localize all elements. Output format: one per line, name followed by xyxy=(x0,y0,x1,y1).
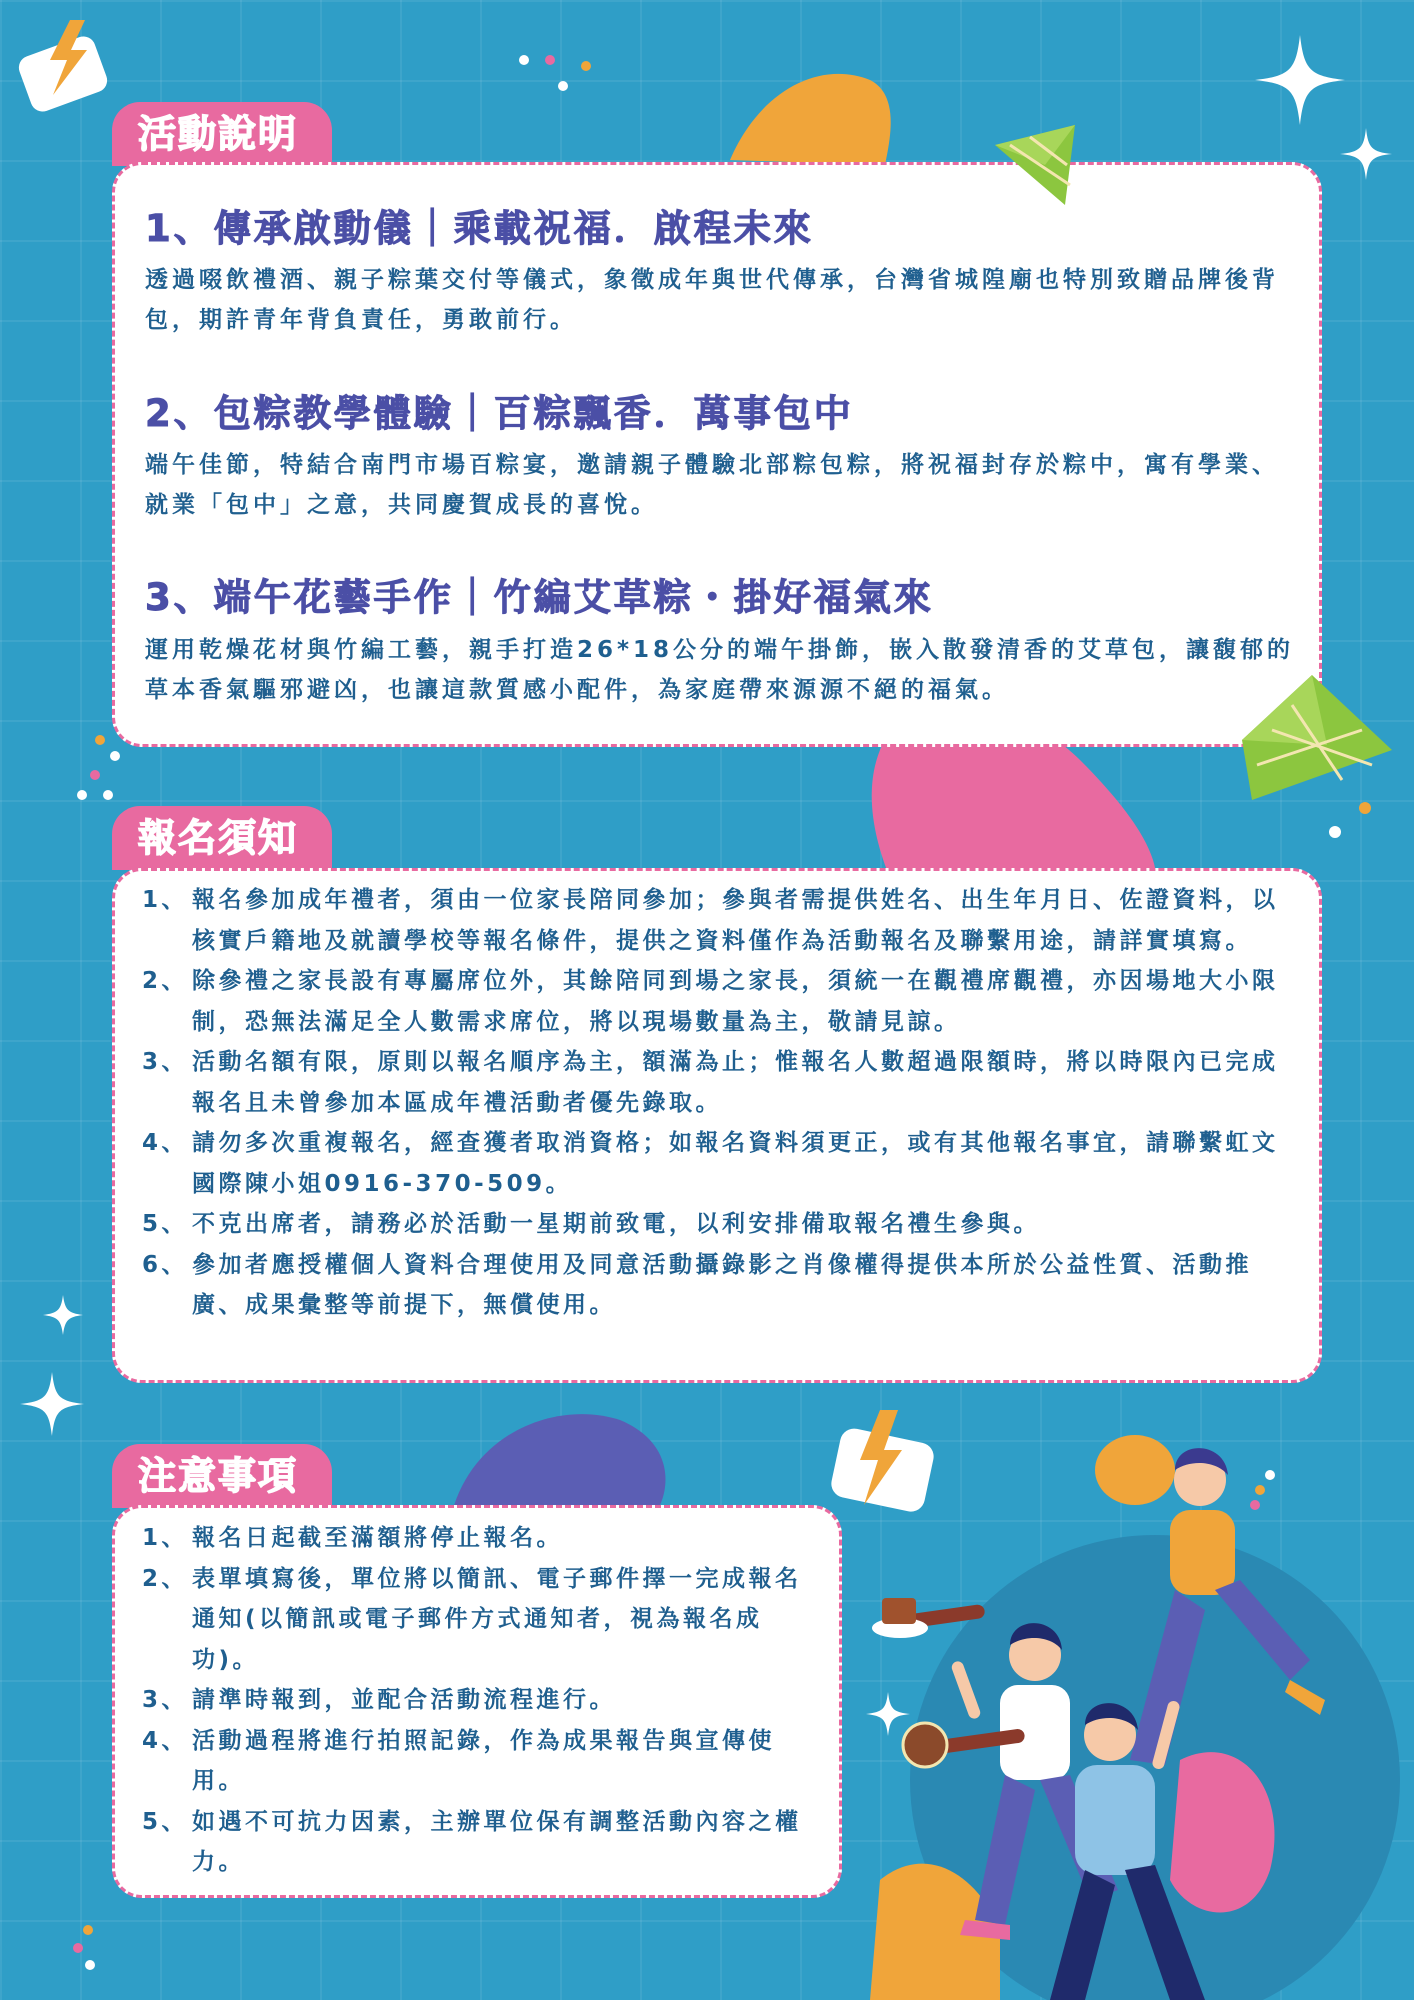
activity-body-1: 透過啜飲禮酒、親子粽葉交付等儀式，象徵成年與世代傳承，台灣省城隍廟也特別致贈品牌後背包，期許青年背負責任，勇敢前行。 xyxy=(145,267,1279,333)
list-item: 2、 表單填寫後，單位將以簡訊、電子郵件擇一完成報名通知(以簡訊或電子郵件方式通知者，視為報名成功)。 xyxy=(142,1565,802,1673)
registration-list xyxy=(142,880,1292,1326)
sparkle-icon xyxy=(1340,128,1392,180)
sparkle-icon xyxy=(43,1295,83,1335)
activity-title-1: 1、傳承啟動儀｜乘載祝福．啟程未來 xyxy=(145,207,814,250)
list-item: 1、 報名參加成年禮者，須由一位家長陪同參加；參與者需提供姓名、出生年月日、佐證資料，以核實戶籍地及就讀學校等報名條件，提供之資料僅作為活動報名及聯繫用途，請詳實填寫。 xyxy=(142,887,1279,954)
lightning-bubble-icon xyxy=(15,15,125,115)
sparkle-icon xyxy=(1255,35,1345,125)
list-item: 4、 請勿多次重複報名，經查獲者取消資格；如報名資料須更正，或有其他報名事宜，請聯繫虹文國際陳小姐0916-370-509。 xyxy=(142,1130,1279,1197)
people-illustration xyxy=(870,1400,1340,2000)
orange-blob xyxy=(730,74,891,165)
notice-tag: 注意事項 xyxy=(112,1444,332,1508)
activity-title-3: 3、端午花藝手作｜竹編艾草粽・掛好福氣來 xyxy=(145,576,934,619)
notice-list xyxy=(142,1518,812,1883)
list-item: 4、 活動過程將進行拍照記錄，作為成果報告與宣傳使用。 xyxy=(142,1727,775,1794)
list-item: 5、 如遇不可抗力因素，主辦單位保有調整活動內容之權力。 xyxy=(142,1808,802,1875)
list-item: 3、 活動名額有限，原則以報名順序為主，額滿為止；惟報名人數超過限額時，將以時限內已完成報名且未曾參加本區成年禮活動者優先錄取。 xyxy=(142,1049,1279,1116)
activity-body-2: 端午佳節，特結合南門市場百粽宴，邀請親子體驗北部粽包粽，將祝福封存於粽中，寓有學業、就業「包中」之意，共同慶賀成長的喜悅。 xyxy=(145,452,1279,518)
list-item: 3、 請準時報到，並配合活動流程進行。 xyxy=(142,1687,616,1713)
list-item: 5、 不克出席者，請務必於活動一星期前致電，以利安排備取報名禮生參與。 xyxy=(142,1211,1040,1237)
list-item: 2、 除參禮之家長設有專屬席位外，其餘陪同到場之家長，須統一在觀禮席觀禮，亦因場地大小限制，恐無法滿足全人數需求席位，將以現場數量為主，敬請見諒。 xyxy=(142,968,1279,1035)
activity-tag: 活動說明 xyxy=(112,102,332,166)
activity-body-3: 運用乾燥花材與竹編工藝，親手打造26*18公分的端午掛飾，嵌入散發清香的艾草包，讓馥郁的草本香氣驅邪避凶，也讓這款質感小配件，為家庭帶來源源不絕的福氣。 xyxy=(145,637,1295,703)
zongzi-icon xyxy=(1232,670,1402,810)
list-item: 1、 報名日起截至滿額將停止報名。 xyxy=(142,1525,563,1551)
sparkle-icon xyxy=(20,1372,84,1436)
registration-tag: 報名須知 xyxy=(112,806,332,870)
activity-title-2: 2、包粽教學體驗｜百粽飄香．萬事包中 xyxy=(145,392,854,435)
zongzi-icon xyxy=(975,115,1085,215)
list-item: 6、 參加者應授權個人資料合理使用及同意活動攝錄影之肖像權得提供本所於公益性質、活動推廣、成果彙整等前提下，無償使用。 xyxy=(142,1251,1252,1318)
